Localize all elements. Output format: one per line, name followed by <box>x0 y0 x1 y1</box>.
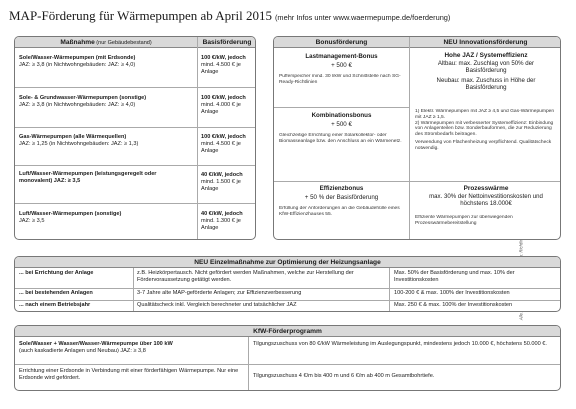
row-jaz: JAZ: ≥ 3,8 (in Nichtwohngebäuden: JAZ: ≥ 4,0) <box>19 62 136 68</box>
neu-row-1-label: ... bei Errichtung der Anlage <box>19 270 94 276</box>
eb-title: Effizienzbonus <box>319 185 364 192</box>
kfw-row-1-title: Sole/Wasser + Wasser/Wasser-Wärmepumpe über 100 kW <box>19 341 173 347</box>
basis-row-4-funding <box>201 172 255 193</box>
kfw-row-2-funding: Tilgungszuschuss 4 €/m bis 400 m und 6 €/m ab 400 m Gesamtbohrtiefe. <box>253 373 435 379</box>
s2-note: Effiziente Wärmepumpen zur überwiegenden Prozesswärmebereitstellung <box>415 215 513 226</box>
neu-row-2-funding: 100-200 € & max. 100% der Investitionskosten <box>394 290 510 296</box>
bonus-header: Bonusförderung <box>315 39 368 46</box>
row-funding-1: 100 €/kW, jedoch <box>201 134 246 140</box>
measure-header-note: (nur Gebäudebestand) <box>94 40 152 46</box>
lm-value: + 500 € <box>331 62 352 69</box>
row-name: Sole/Wasser-Wärmepumpen (mit Erdsonde) <box>19 55 136 61</box>
neu-row-3-label: ... nach einem Betriebsjahr <box>19 302 91 308</box>
row-jaz: JAZ: ≥ 3,8 (in Nichtwohngebäuden: JAZ: ≥ 4,0) <box>19 102 136 108</box>
neu-row-3-desc: Qualitätscheck inkl. Vergleich berechneter und tatsächlicher JAZ <box>137 302 297 308</box>
effizienz-bonus <box>276 185 407 202</box>
row-funding-2: mind. 1.300 € je Anlage <box>201 218 241 231</box>
neu-row-1-desc: z.B. Heizkörpertausch. Nicht gefördert werden Maßnahmen, welche zur Herstellung der Fördervoraussetzung getätigt werden. <box>137 270 354 283</box>
basis-row-3 <box>19 134 195 148</box>
basis-row-3-funding <box>201 134 255 155</box>
kfw-header: KfW-Förderprogramm <box>15 326 560 337</box>
s1-notes <box>415 109 559 152</box>
eb-description: Erfüllung der Anforderungen an die Gebäudehülle eines KfW-Effizienzhauses 55. <box>279 206 400 217</box>
row-name: Gas-Wärmepumpen (alle Wärmequellen) <box>19 134 127 140</box>
row-funding-2: mind. 4.500 € je Anlage <box>201 62 241 75</box>
basis-row-5-funding <box>201 211 255 232</box>
row-funding-1: 40 €/kW, jedoch <box>201 172 243 178</box>
kfw-row-1-label <box>19 341 247 355</box>
neu-row-2-label: ... bei bestehenden Anlagen <box>19 290 93 296</box>
kb-value: + 500 € <box>331 121 352 128</box>
kombinations-bonus <box>276 112 407 129</box>
row-funding-1: 100 €/kW, jedoch <box>201 95 246 101</box>
innovation-header: NEU Innovationsförderung <box>443 39 528 46</box>
title-text: MAP-Förderung für Wärmepumpen ab April 2015 <box>9 8 272 23</box>
eb-value: + 50 % der Basisförderung <box>304 194 379 201</box>
kfw-row-2-label: Errichtung einer Erdsonde in Verbindung mit einer förderfähigen Wärmepumpe. Nur eine Erdsonde wird gefördert. <box>19 368 239 381</box>
row-funding-2: mind. 4.500 € je Anlage <box>201 141 241 154</box>
prozesswaerme <box>412 184 560 208</box>
row-jaz: JAZ: ≥ 1,25 (in Nichtwohngebäuden: JAZ: ≥ 1,3) <box>19 141 139 147</box>
neu-row-2-desc: 3-7 Jahre alte MAP-geförderte Anlagen; zur Effizienzverbesserung <box>137 290 302 296</box>
row-name: Luft/Wasser-Wärmepumpen (sonstige) <box>19 211 122 217</box>
basis-row-2 <box>19 95 195 109</box>
row-funding-1: 100 €/kW, jedoch <box>201 55 246 61</box>
kfw-table <box>14 325 561 391</box>
row-funding-2: mind. 4.000 € je Anlage <box>201 102 241 115</box>
row-name: Luft/Wasser-Wärmepumpen (leistungsgeregelt oder monovalent) JAZ: ≥ 3,5 <box>19 171 157 184</box>
row-funding-1: 40 €/kW, jedoch <box>201 211 243 217</box>
bonus-innovation-header <box>274 37 560 48</box>
lastmanagement-bonus <box>276 53 407 70</box>
basis-header <box>15 37 255 48</box>
neu-row-1-funding: Max. 50% der Basisförderung und max. 10% der Investitionskosten <box>394 270 515 283</box>
einzelmassnahme-table <box>14 256 561 312</box>
lm-title: Lastmanagement-Bonus <box>305 53 378 60</box>
s1-note-3: Verwendung von Flächenheizung verpflichtend. Qualitätscheck notwendig. <box>415 139 552 151</box>
s1-note-2: 2) Wärmepumpen mit verbesserter Systemeffizienz: Einbindung von Anlagenteilen bzw. Sonderbauformen, die zur Reduzierung des Strombedarfs beitragen. <box>415 120 554 138</box>
basis-row-4 <box>19 171 189 185</box>
s1-altbau: Altbau: max. Zuschlag von 50% der Basisförderung <box>437 60 535 75</box>
basis-table <box>14 36 256 240</box>
systemeffizienz <box>412 51 560 92</box>
measure-header: Maßnahme <box>60 39 95 46</box>
basis-row-2-funding <box>201 95 255 116</box>
row-name: Sole- & Grundwasser-Wärmepumpen (sonstige) <box>19 95 147 101</box>
s1-note-1: 1) Elektr. Wärmepumpen mit JAZ ≥ 4,5 und Gas-Wärmepumpen mit JAZ ≥ 1,5. <box>415 109 555 120</box>
s2-value: max. 30% der Nettoinvestitionskosten und höchstens 18.000€ <box>429 193 543 208</box>
s1-title: Hohe JAZ / Systemeffizienz <box>444 52 528 59</box>
kb-title: Kombinationsbonus <box>311 112 372 119</box>
einzelmassnahme-header: NEU Einzelmaßnahme zur Optimierung der Heizungsanlage <box>15 257 560 268</box>
row-funding-2: mind. 1.500 € je Anlage <box>201 179 241 192</box>
bonus-innovation-box <box>273 36 561 240</box>
page-title <box>9 8 450 24</box>
basis-row-1-funding <box>201 55 255 76</box>
basic-header: Basisförderung <box>202 39 252 46</box>
neu-row-3-funding: Max. 250 € & max. 100% der Investitionskosten <box>394 302 513 308</box>
s1-neubau: Neubau: max. Zuschuss in Höhe der Basisförderung <box>436 76 536 92</box>
basis-row-5 <box>19 211 195 225</box>
s2-title: Prozesswärme <box>463 185 509 192</box>
kb-description: Gleichzeitige Errichtung einer Solarkollektor- oder Biomasseanlage bzw. den Anschluss an ein Wärmenetz. <box>279 133 402 144</box>
row-jaz: JAZ: ≥ 3,5 <box>19 218 45 224</box>
title-subtitle: (mehr Infos unter www.waermepumpe.de/foerderung) <box>274 13 451 22</box>
basis-row-1 <box>19 55 195 69</box>
lm-description: Pufferspeicher mind. 30 l/kW und Schnittstelle nach SG-Ready-Richtlinien <box>279 74 401 85</box>
kfw-row-1-sub: (auch kaskadierte Anlagen und Neubau) JAZ: ≥ 3,8 <box>19 348 146 354</box>
kfw-row-1-funding: Tilgungszuschuss von 80 €/kW Wärmeleistung im Auslegungspunkt, mindestens jedoch 10.000 €, höchstens 50.000 €. <box>253 341 547 347</box>
